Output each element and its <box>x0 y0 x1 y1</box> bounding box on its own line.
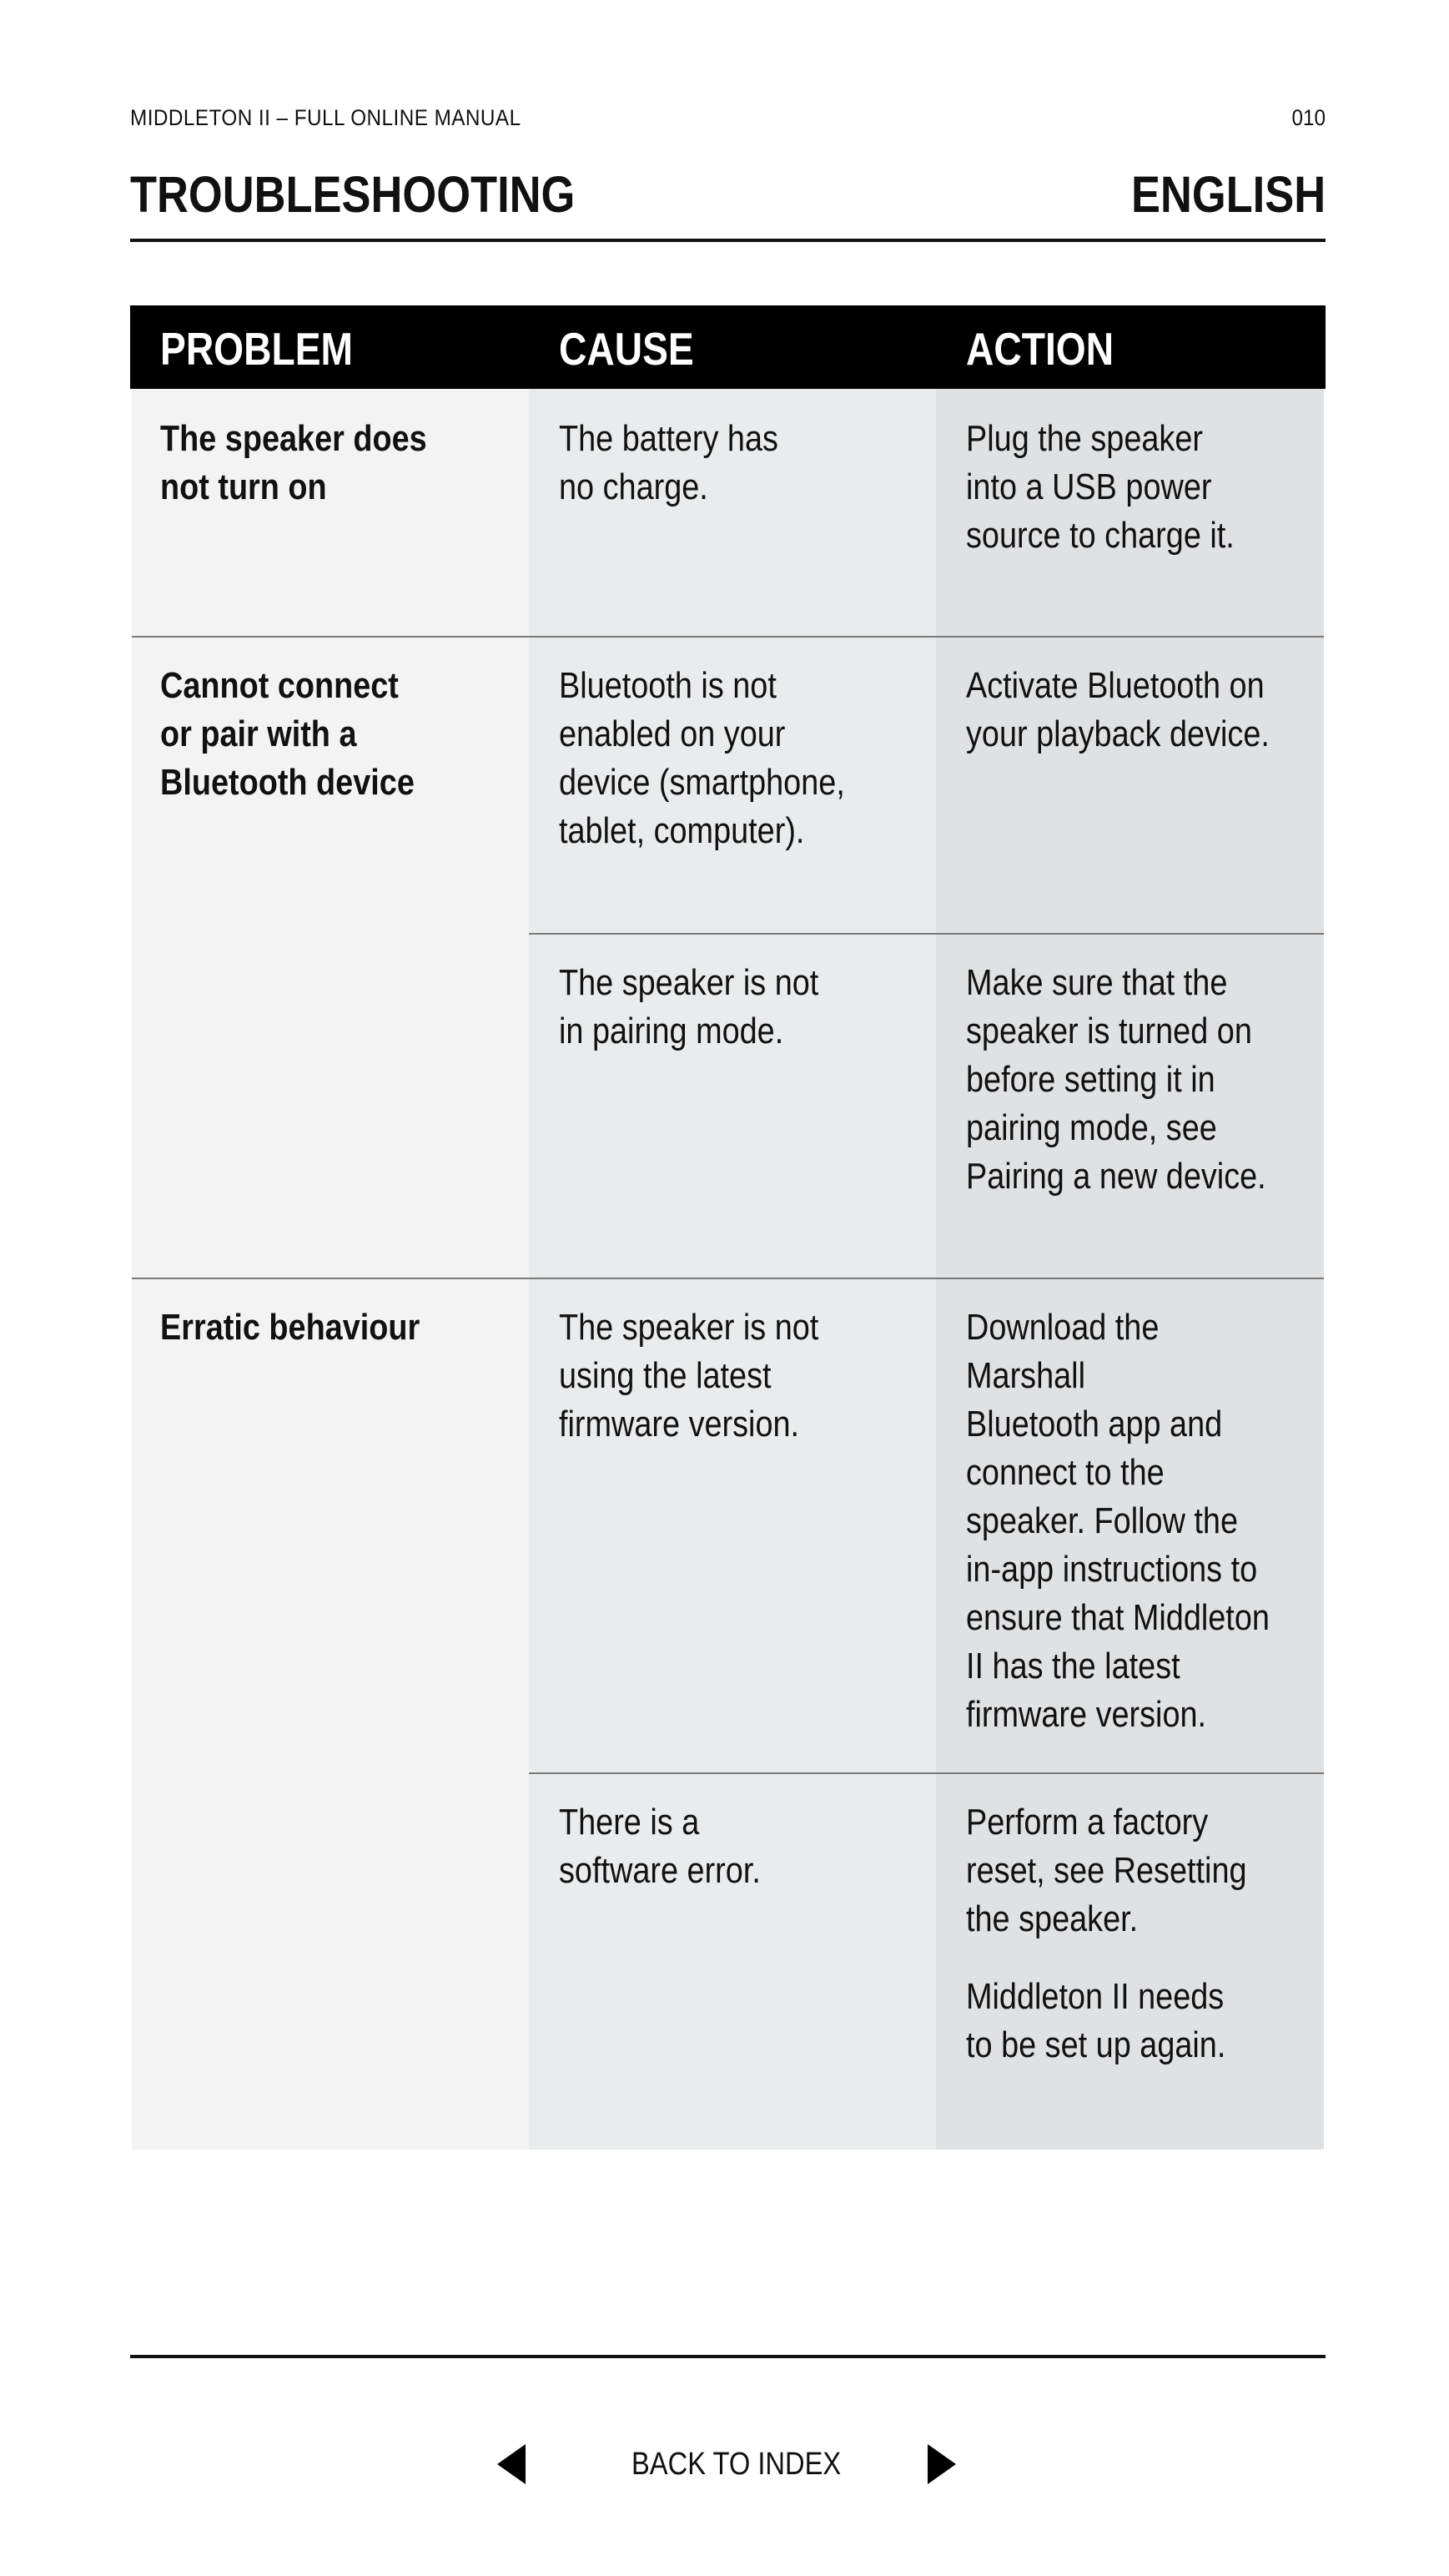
cause-cell: The battery has no charge. <box>559 418 778 507</box>
footer-divider <box>130 2355 1326 2358</box>
triangle-right-icon[interactable] <box>928 2444 956 2484</box>
cause-cell: There is a software error. <box>559 1802 761 1891</box>
row-divider <box>529 1772 1324 1774</box>
action-cell: Activate Bluetooth on your playback device. <box>966 665 1270 754</box>
table-header <box>130 305 1326 389</box>
header-problem: PROBLEM <box>160 323 353 375</box>
problem-cell: Cannot connect or pair with a Bluetooth device <box>160 665 415 803</box>
language-label: ENGLISH <box>1130 166 1326 223</box>
action-note: Middleton II needs to be set up again. <box>966 1976 1226 2065</box>
header-divider <box>130 239 1326 242</box>
manual-label: MIDDLETON II – FULL ONLINE MANUAL <box>130 105 521 130</box>
cause-cell: Bluetooth is not enabled on your device (smartphone, tablet, computer). <box>559 665 845 851</box>
header-cause: CAUSE <box>559 323 694 375</box>
problem-cell: The speaker does not turn on <box>160 418 427 507</box>
action-cell: Make sure that the speaker is turned on before setting it in pairing mode, see Pairing a new device. <box>966 962 1266 1197</box>
header-action: ACTION <box>966 323 1114 375</box>
page-number: 010 <box>1291 105 1326 130</box>
problem-column-bg <box>132 389 529 2150</box>
action-cell: Plug the speaker into a USB power source to charge it. <box>966 418 1235 556</box>
row-divider <box>529 933 1324 935</box>
cause-cell: The speaker is not using the latest firmware version. <box>559 1307 819 1444</box>
action-cell: Perform a factory reset, see Resetting the speaker. <box>966 1802 1247 1939</box>
cause-cell: The speaker is not in pairing mode. <box>559 962 819 1051</box>
back-to-index-link[interactable]: BACK TO INDEX <box>631 2447 842 2482</box>
row-divider <box>132 1278 1324 1279</box>
page-title: TROUBLESHOOTING <box>130 166 576 223</box>
problem-cell: Erratic behaviour <box>160 1307 420 1348</box>
triangle-left-icon[interactable] <box>497 2444 526 2484</box>
row-divider <box>132 636 1324 638</box>
action-cell: Download the Marshall Bluetooth app and connect to the speaker. Follow the in-app instructions to ensure that Middleton II has the latest firmware version. <box>966 1307 1270 1735</box>
